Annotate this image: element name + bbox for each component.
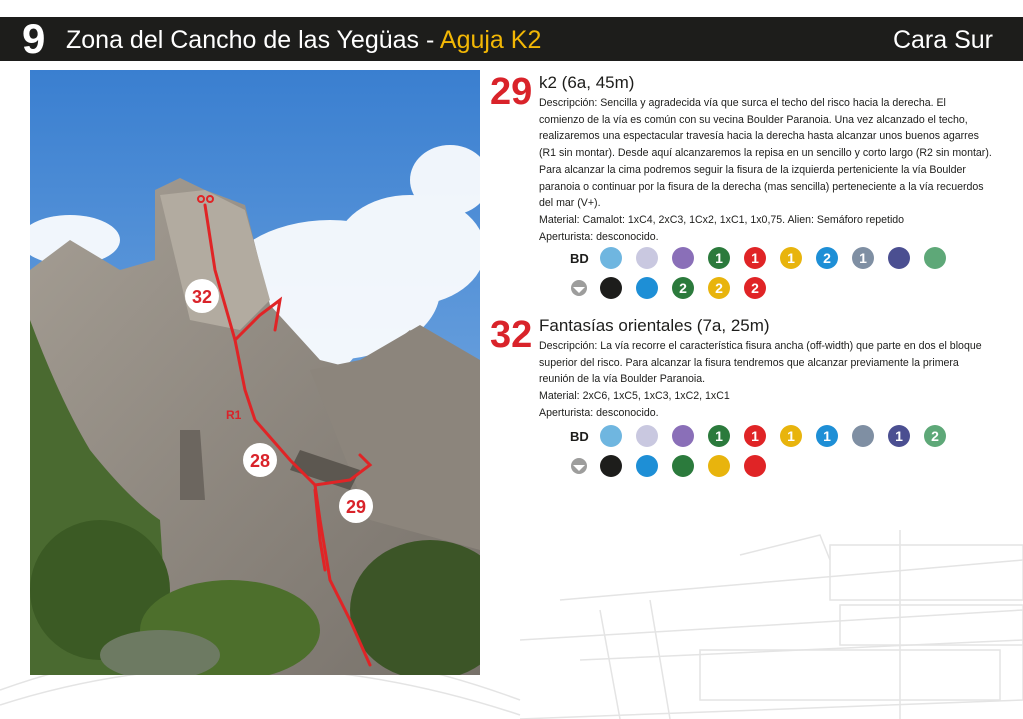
topo-photo [30,70,480,675]
route-opener: Aperturista: desconocido. [539,230,659,243]
cam-dot [744,455,766,477]
cam-dot [888,247,910,269]
sector-number: 9 [22,15,46,62]
route-title: Fantasías orientales (7a, 25m) [539,316,770,335]
cam-dot: 2 [744,277,766,299]
cam-dot: 1 [852,247,874,269]
alien-gear-row [570,274,780,302]
svg-text:29: 29 [345,497,367,517]
route-label-28 [243,443,277,477]
svg-text:32: 32 [191,287,213,307]
cam-dot [708,455,730,477]
description-line: comienzo de la vía es común con su vecina Boulder Paranoia. Una vez alcanzado el techo, [539,113,968,126]
cam-dot: 1 [708,425,730,447]
bd-cams [600,247,960,269]
route-description [539,338,999,422]
alien-cams [600,455,780,477]
cam-dot: 1 [780,247,802,269]
cam-dot [672,247,694,269]
cam-dot [672,425,694,447]
route-label-32 [185,279,219,313]
cam-dot: 2 [924,425,946,447]
description-line: (R1 sin montar). Desde aquí alcanzaremos la repisa en un sencillo y corto largo (R2 sin montar). [539,147,992,160]
cam-dot: 2 [708,277,730,299]
route-material: Material: Camalot: 1xC4, 2xC3, 1Cx2, 1xC1, 1x0,75. Alien: Semáforo repetido [539,213,905,226]
route-label-29 [339,489,373,523]
page-title [66,26,541,55]
route-number: 32 [490,314,533,356]
route-title: k2 (6a, 45m) [539,73,635,92]
cam-dot [600,277,622,299]
route-material: Material: 2xC6, 1xC5, 1xC3, 1xC2, 1xC1 [539,390,730,403]
description-line: paranoia o continuar por la fisura de la derecha (mas sencilla) perteneciente a la vía recuerdos [539,180,984,193]
alien-icon [570,279,600,297]
route-description [539,95,999,245]
description-line: Descripción: La vía recorre el característica fisura ancha (off-width) que parte en dos el bloque [539,340,982,352]
bd-label: BD [570,428,589,444]
cam-dot: 2 [672,277,694,299]
cam-dot: 1 [744,247,766,269]
cam-dot [600,247,622,269]
cam-dot [852,425,874,447]
description-line: Descripción: Sencilla y agradecida vía que surca el techo del risco hacia la derecha. El [539,97,946,109]
cam-dot [636,247,658,269]
cam-dot: 1 [888,425,910,447]
cam-dot: 2 [816,247,838,269]
crag-name: Aguja K2 [439,26,542,54]
cam-dot [636,277,658,299]
zone-name: Zona del Cancho de las Yegüas - [66,26,440,54]
alien-gear-row [570,452,780,480]
cam-dot [600,425,622,447]
cam-dot: 1 [816,425,838,447]
description-line: realizaremos una espectacular travesía hacia la derecha hasta alcanzar unos buenos agarres [539,130,979,143]
bd-gear-row [570,244,960,272]
cam-dot [924,247,946,269]
route-opener: Aperturista: desconocido. [539,406,659,419]
route-32 [490,316,1000,486]
description-line: del mar (V+). [539,197,601,210]
alien-cams [600,277,780,299]
cam-dot: 1 [744,425,766,447]
description-line: superior del risco. Para alcanzar la fisura tendremos que alcanzar previamente la primera [539,356,959,369]
bd-label: BD [570,250,589,266]
belay-label: R1 [226,408,242,422]
description-line: Para alcanzar la cima podremos seguir la fisura de la izquierda perteniciente la vía Boulder [539,163,966,176]
cam-dot [636,425,658,447]
cam-dot [600,455,622,477]
cam-dot [672,455,694,477]
cam-dot: 1 [708,247,730,269]
face-label: Cara Sur [892,26,993,54]
cam-dot [636,455,658,477]
route-29 [490,73,1000,303]
cam-dot: 1 [780,425,802,447]
page-header [0,17,1023,61]
route-number: 29 [490,71,533,113]
description-line: reunión de la vía Boulder Paranoia. [539,373,706,386]
alien-icon [570,457,600,475]
bd-cams [600,425,960,447]
bd-gear-row [570,422,960,450]
svg-text:28: 28 [249,451,271,471]
